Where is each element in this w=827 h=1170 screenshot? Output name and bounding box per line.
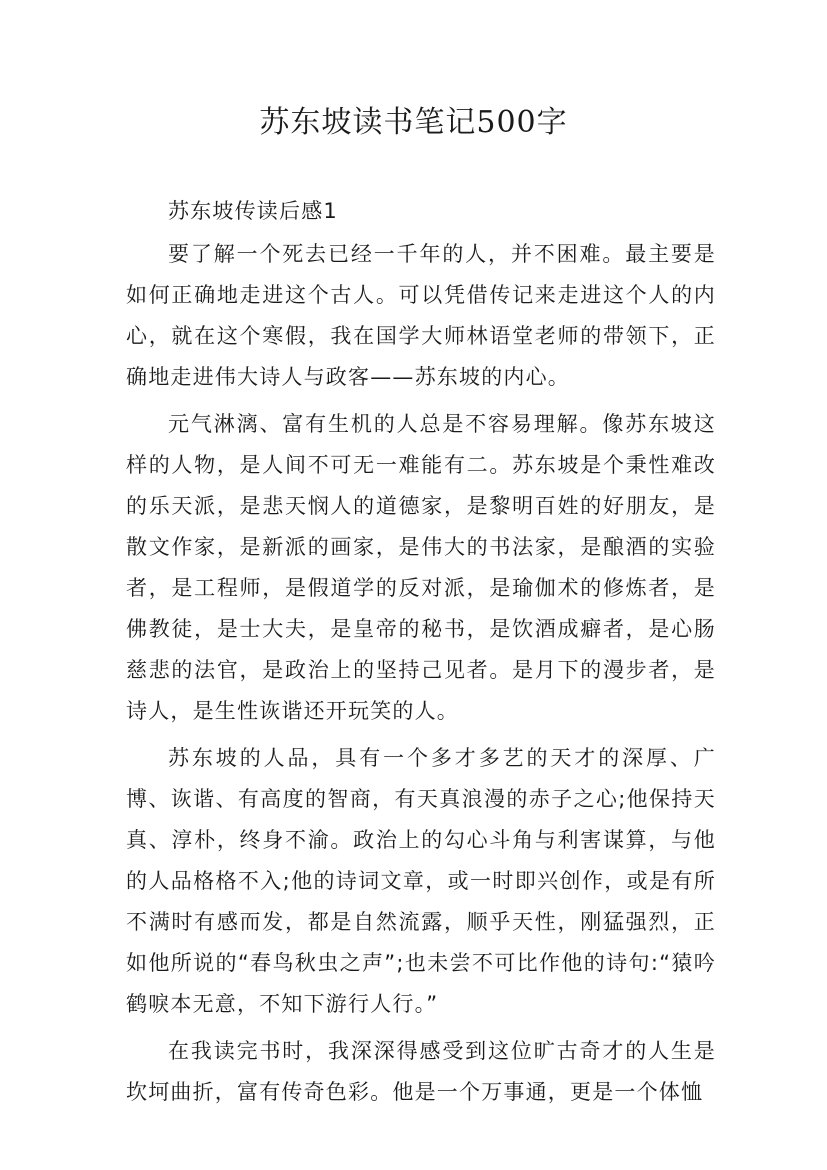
document-body (126, 191, 716, 1119)
section-heading: 苏东坡传读后感1 (168, 199, 338, 223)
document-title: 苏东坡读书笔记500字 (259, 105, 568, 140)
paragraph-4: 在我读完书时，我深深得感受到这位旷古奇才的人生是坎坷曲折，富有传奇色彩。他是一个万事通，更是一个体恤 (126, 1039, 716, 1104)
paragraph-1: 要了解一个死去已经一千年的人，并不困难。最主要是如何正确地走进这个古人。可以凭借传记来走进这个人的内心，就在这个寒假，我在国学大师林语堂老师的带领下，正确地走进伟大诗人与政客——苏东坡的内心。 (126, 242, 716, 389)
paragraph-2: 元气淋漓、富有生机的人总是不容易理解。像苏东坡这样的人物，是人间不可无一难能有二。苏东坡是个秉性难改的乐天派，是悲天悯人的道德家，是黎明百姓的好朋友，是散文作家，是新派的画家，是伟大的书法家，是酿酒的实验者，是工程师，是假道学的反对派，是瑜伽术的修炼者，是佛教徒，是士大夫，是皇帝的秘书，是饮酒成癖者，是心肠慈悲的法官，是政治上的坚持己见者。是月下的漫步者，是诗人，是生性诙谐还开玩笑的人。 (126, 412, 716, 723)
paragraph-3: 苏东坡的人品，具有一个多才多艺的天才的深厚、广博、诙谐、有高度的智商，有天真浪漫的赤子之心;他保持天真、淳朴，终身不渝。政治上的勾心斗角与利害谋算，与他的人品格格不入;他的诗词文章，或一时即兴创作，或是有所不满时有感而发，都是自然流露，顺乎天性，刚猛强烈，正如他所说的“春鸟秋虫之声”;也未尝不可比作他的诗句:“猿吟鹤唳本无意，不知下游行人行。” (126, 746, 716, 1016)
